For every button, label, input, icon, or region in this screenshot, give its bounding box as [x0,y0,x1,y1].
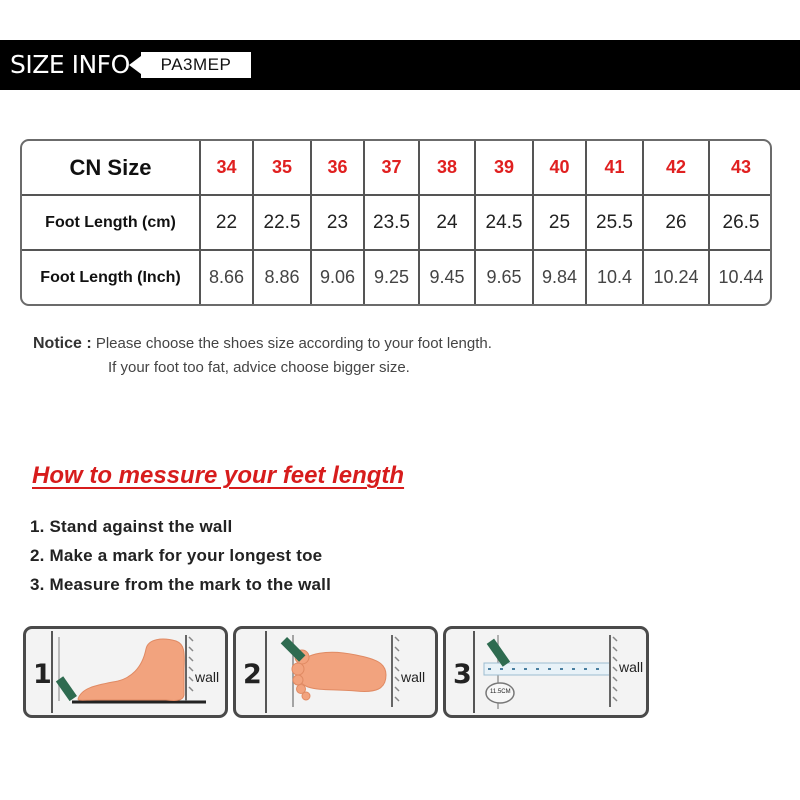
table-row-foot-length-inch [22,250,772,304]
size-cell: 38 [419,141,475,195]
row-label: Foot Length (Inch) [22,250,200,304]
inch-cell: 10.4 [586,250,643,304]
step-item: 2. Make a mark for your longest toe [30,546,323,565]
cm-cell: 26 [643,195,709,250]
cm-cell: 25 [533,195,586,250]
notice [33,332,492,356]
inch-cell: 8.86 [253,250,311,304]
inch-cell: 9.45 [419,250,475,304]
size-cell: 41 [586,141,643,195]
table-row-foot-length-cm [22,195,772,250]
row-label: CN Size [22,141,200,195]
size-cell: 42 [643,141,709,195]
size-cell: 39 [475,141,533,195]
step-number-1: 1 [33,659,52,690]
inch-cell: 10.44 [718,267,764,287]
inch-cell: 9.65 [475,250,533,304]
notice-line-1: Please choose the shoes size according to your foot length. [95,335,492,352]
step-item: 3. Measure from the mark to the wall [30,575,332,594]
wall-label: wall [195,669,220,685]
size-table [20,139,772,306]
size-cell: 37 [364,141,419,195]
cm-cell: 23 [311,195,364,250]
inch-cell: 9.25 [364,250,419,304]
wall-label: wall [401,669,426,685]
cm-cell: 24 [419,195,475,250]
size-cell: 34 [200,141,253,195]
cm-cell: 25.5 [586,195,643,250]
row-label: Foot Length (cm) [22,195,200,250]
cm-cell: 26.5 [709,195,772,250]
brand-tag: PA3MEP [141,52,251,78]
instruction-panel-1 [23,626,228,718]
notice-label: Notice : [33,335,92,352]
cm-cell: 24.5 [475,195,533,250]
howto-title: How to messure your feet length [32,462,405,489]
notice-line-2: If your foot too fat, advice choose bigger size. [108,359,410,376]
header-title: SIZE INFO [10,50,130,79]
cm-cell: 22 [200,195,253,250]
step-number-2: 2 [243,659,262,690]
ruler-reading: 11.5CM [490,689,511,695]
ruler-measure-illustration [446,629,646,715]
header-bar [0,40,800,90]
tag-arrow [129,56,141,74]
size-cell: 35 [253,141,311,195]
inch-cell: 9.84 [533,250,586,304]
step-number-3: 3 [453,659,472,690]
instruction-panel-2 [233,626,438,718]
size-cell: 43 [709,141,772,195]
cm-cell: 23.5 [364,195,419,250]
step-item: 1. Stand against the wall [30,517,233,536]
size-cell: 36 [311,141,364,195]
size-cell: 40 [533,141,586,195]
instruction-panel-3 [443,626,649,718]
cm-cell: 22.5 [253,195,311,250]
inch-cell: 8.66 [200,250,253,304]
inch-cell: 10.24 [643,250,709,304]
wall-label: wall [619,659,644,675]
steps-list [30,514,331,601]
inch-cell: 9.06 [311,250,364,304]
table-row-cn-size [22,141,772,195]
